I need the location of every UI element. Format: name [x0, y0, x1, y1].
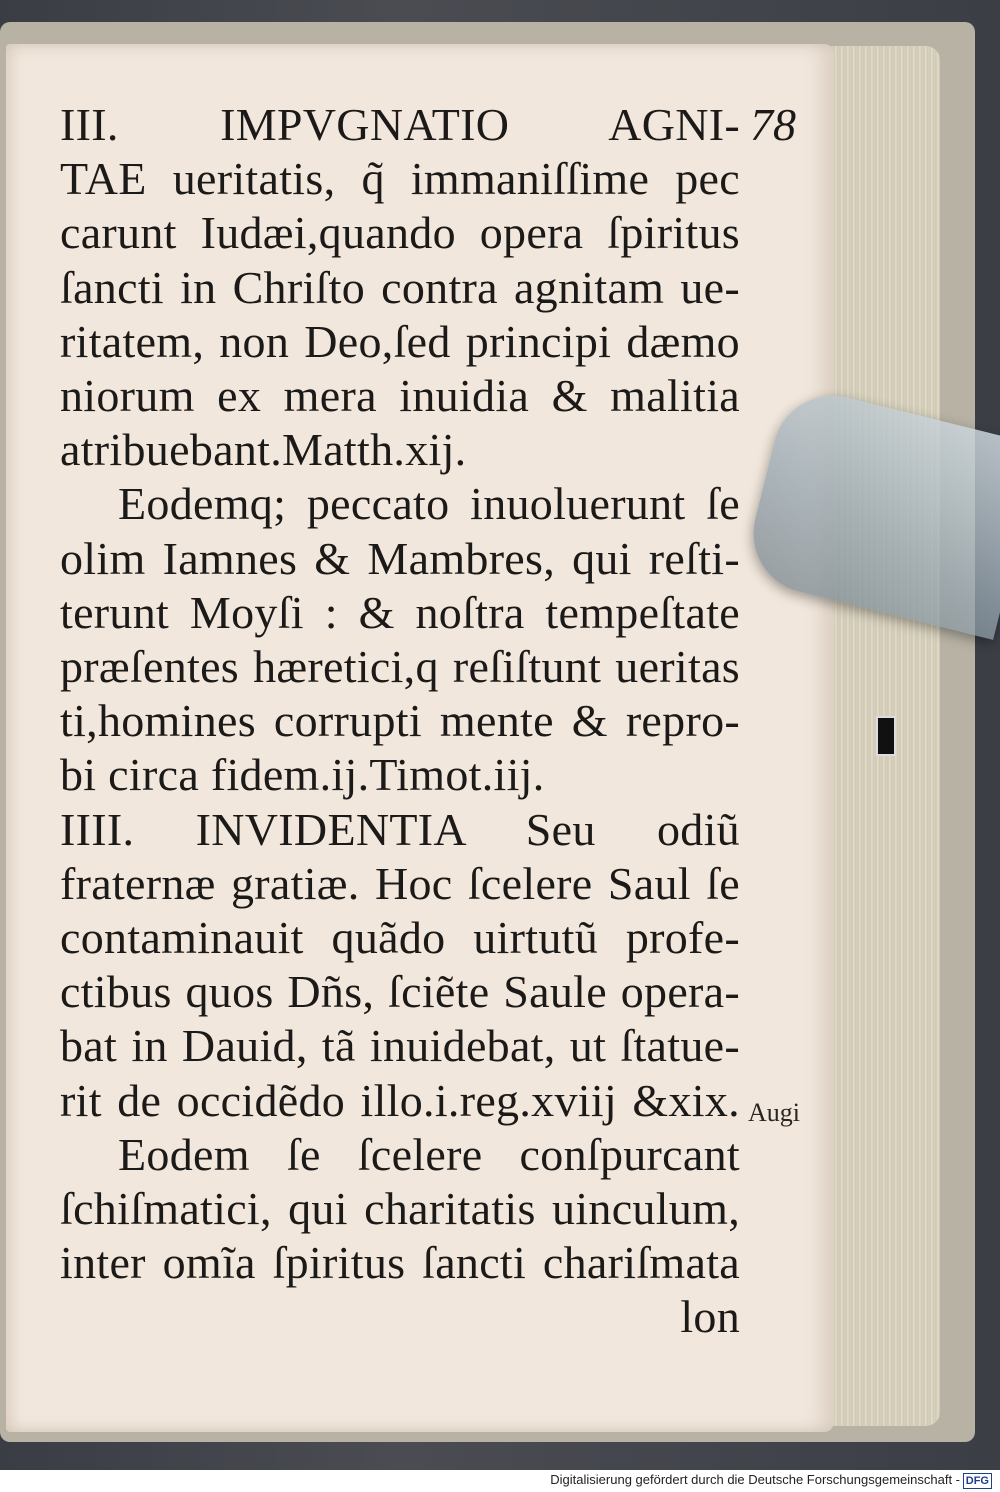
dfg-logo: DFG [963, 1473, 992, 1489]
catchword: lon [680, 1291, 740, 1343]
text-line: contaminauit quãdo uirtutũ profe- [60, 912, 740, 964]
text-line: ſchiſmatici, qui charitatis uinculum, [60, 1183, 740, 1235]
text-line: Eodemq; peccato inuoluerunt ſe [118, 478, 740, 530]
text-line: IIII. INVIDENTIA Seu odiũ [60, 803, 740, 855]
text-line: ti,homines corrupti mente & repro- [60, 695, 740, 747]
text-line: III. IMPVGNATIO AGNI- [60, 99, 740, 150]
text-line: bat in Dauid, tã inuidebat, ut ſtatue- [60, 1020, 740, 1072]
footer-credit: Digitalisierung gefördert durch die Deutsche Forschungsgemeinschaft - [550, 1472, 960, 1487]
text-line: ſancti in Chriſto contra agnitam ue- [60, 261, 740, 313]
text-line: carunt Iudæi,quando opera ſpiritus [60, 207, 740, 259]
text-line: TAE ueritatis, q̃ immaniſſime pec [60, 153, 740, 205]
text-line: rit de occidẽdo illo.i.reg.xviij &xix. [60, 1074, 740, 1126]
page-number: 78 [750, 99, 796, 150]
page-tab-marker [876, 716, 896, 756]
text-line: ctibus quos Dñs, ſciẽte Saule opera- [60, 966, 740, 1018]
page-text [60, 98, 740, 1345]
text-line: atribuebant.Matth.xij. [60, 424, 467, 476]
text-line: niorum ex mera inuidia & malitia [60, 370, 740, 422]
text-line: præſentes hæretici,q reſiſtunt ueritas [60, 641, 740, 693]
text-line: terunt Moyſi : & noſtra tempeſtate [60, 586, 740, 638]
margin-note: Augi [748, 1098, 800, 1127]
text-line: fraternæ gratiæ. Hoc ſcelere Saul ſe [60, 857, 740, 909]
text-line: bi circa fidem.ij.Timot.iij. [60, 749, 545, 801]
footer-bar [0, 1470, 1000, 1492]
text-line: Eodem ſe ſcelere conſpurcant [118, 1128, 740, 1180]
text-line: olim Iamnes & Mambres, qui reſti- [60, 532, 740, 584]
text-line: inter omĩa ſpiritus ſancti chariſmata [60, 1237, 740, 1289]
text-line: ritatem, non Deo,ſed principi dæmo [60, 315, 740, 367]
